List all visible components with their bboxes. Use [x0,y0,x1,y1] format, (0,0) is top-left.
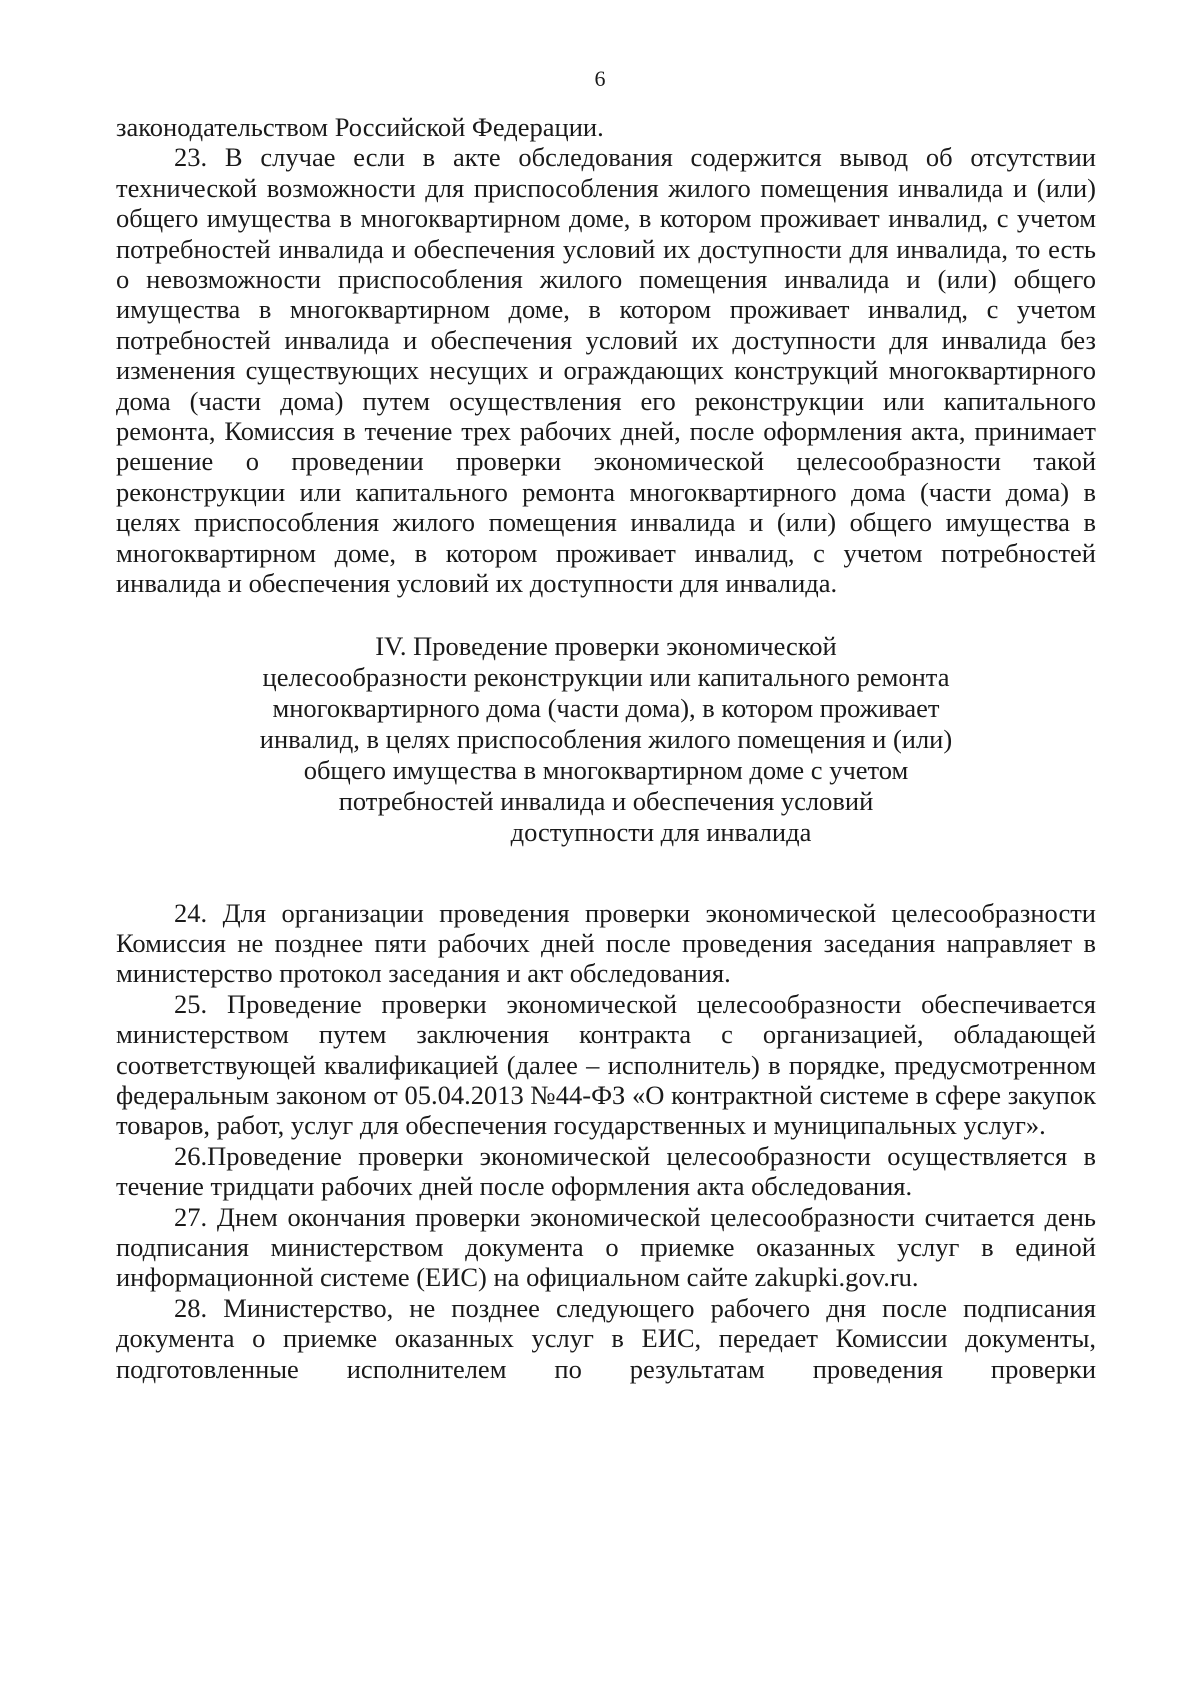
paragraph-23: 23. В случае если в акте обследования содержится вывод об отсутствии технической возможности для приспособления жилого помещения инвалида и (или) общего имущества в многоквартирном доме, в котором проживает инвалид, с учетом потребностей инвалида и обеспечения условий их доступности для инвалида, то есть о невозможности приспособления жилого помещения инвалида и (или) общего имущества в многоквартирном доме, в котором проживает инвалид, с учетом потребностей инвалида и обеспечения условий их доступности для инвалида без изменения существующих несущих и ограждающих конструкций многоквартирного дома (части дома) путем осуществления его реконструкции или капитального ремонта, Комиссия в течение трех рабочих дней, после оформления акта, принимает решение о проведении проверки экономической целесообразности такой реконструкции или капитального ремонта многоквартирного дома (части дома) в целях приспособления жилого помещения инвалида и (или) общего имущества в многоквартирном доме, в котором проживает инвалид, с учетом потребностей инвалида и обеспечения условий их доступности для инвалида. [116,142,1096,599]
section-heading-line: доступности для инвалида [510,816,812,847]
section-heading [116,631,1096,848]
section-heading-line: потребностей инвалида и обеспечения условий [338,785,874,816]
section-heading-line: инвалид, в целях приспособления жилого помещения и (или) [259,723,953,754]
paragraph-26: 26.Проведение проверки экономической целесообразности осуществляется в течение тридцати рабочих дней после оформления акта обследования. [116,1140,1096,1202]
section-heading-line: общего имущества в многоквартирном доме с учетом [303,754,909,785]
section-heading-line: целесообразности реконструкции или капитального ремонта [262,661,950,692]
paragraph-25: 25. Проведение проверки экономической целесообразности обеспечивается министерством путем заключения контракта с организацией, обладающей соответствующей квалификацией (далее – исполнитель) в порядке, предусмотренном федеральным законом от 05.04.2013 №44-ФЗ «О контрактной системе в сфере закупок товаров, работ, услуг для обеспечения государственных и муниципальных услуг». [116,988,1096,1141]
section-heading-line: многоквартирного дома (части дома), в котором проживает [272,692,940,723]
paragraph-28: 28. Министерство, не позднее следующего рабочего дня после подписания документа о приемке оказанных услуг в ЕИС, передает Комиссии документы, подготовленные исполнителем по результатам проведения проверки [116,1292,1096,1384]
paragraph-24: 24. Для организации проведения проверки экономической целесообразности Комиссия не позднее пяти рабочих дней после проведения заседания направляет в министерство протокол заседания и акт обследования. [116,897,1096,989]
section-heading-line: IV. Проведение проверки экономической [375,630,837,661]
page-number: 6 [594,66,606,91]
lead-line: законодательством Российской Федерации. [116,112,604,142]
paragraph-27: 27. Днем окончания проверки экономической целесообразности считается день подписания министерством документа о приемке оказанных услуг в единой информационной системе (ЕИС) на официальном сайте zakupki.gov.ru. [116,1201,1096,1293]
document-body [116,112,1096,1384]
